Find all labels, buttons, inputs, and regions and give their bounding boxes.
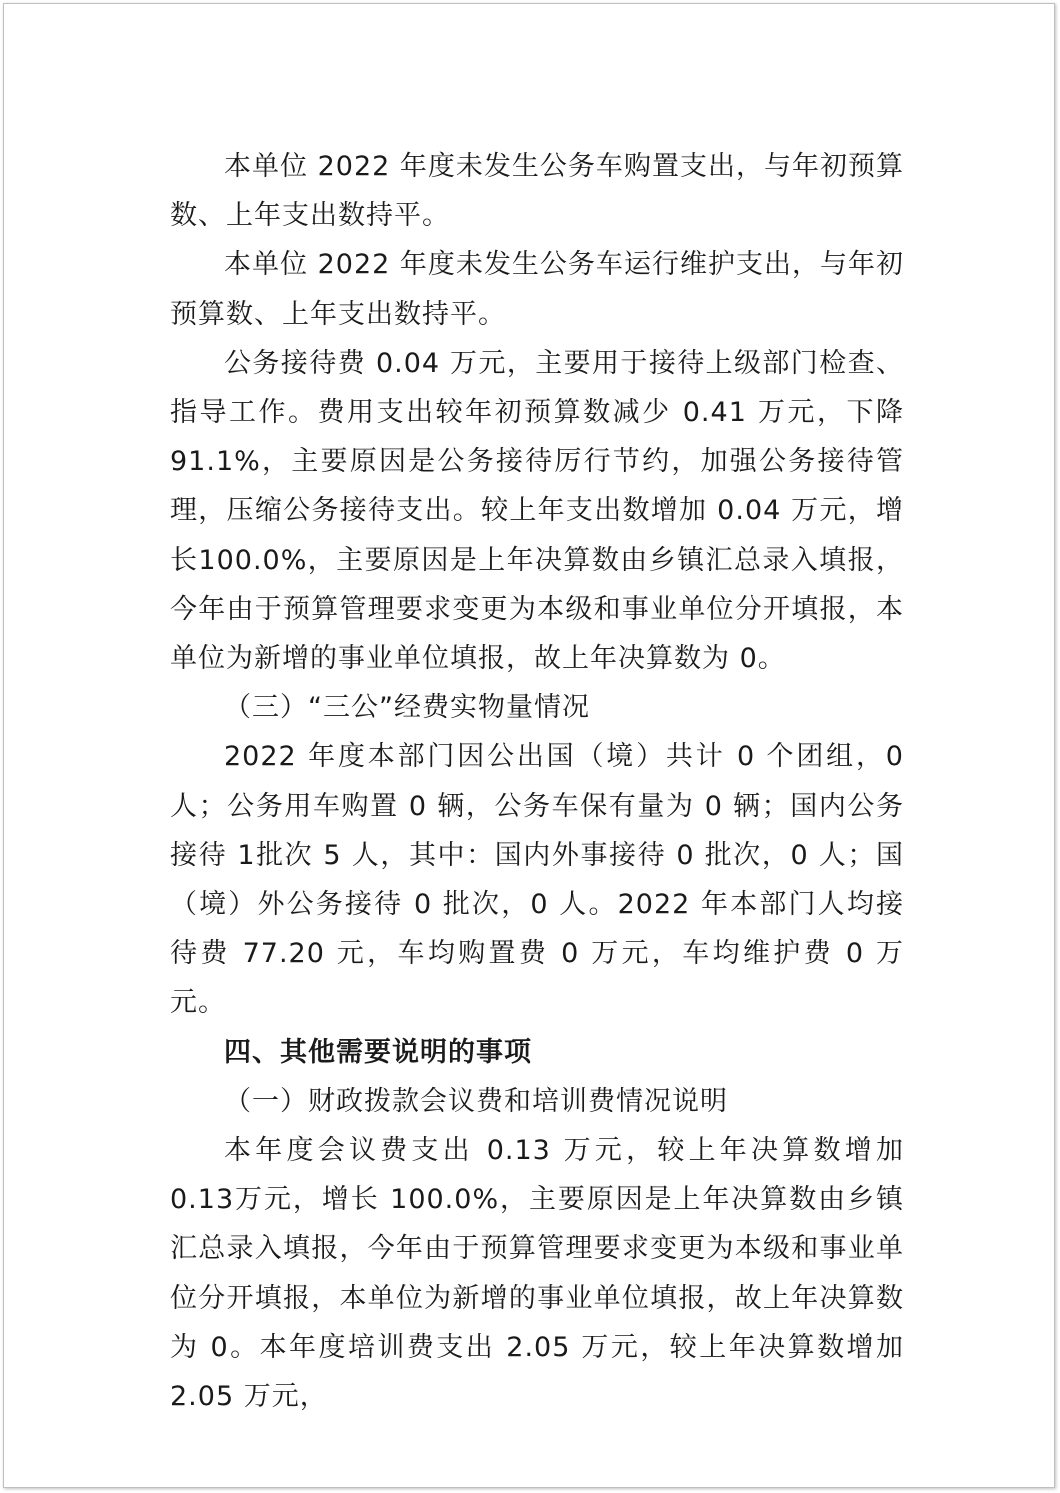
paragraph-vehicle-purchase: 本单位 2022 年度未发生公务车购置支出，与年初预算数、上年支出数持平。	[170, 151, 904, 232]
document-page	[3, 3, 1055, 1488]
heading-other-matters: 四、其他需要说明的事项	[224, 1036, 532, 1068]
heading-meeting-training: （一）财政拨款会议费和培训费情况说明	[224, 1085, 728, 1117]
paragraph-meeting-training: 本年度会议费支出 0.13 万元，较上年决算数增加 0.13万元，增长 100.0%，主要原因是上年决算数由乡镇汇总录入填报，今年由于预算管理要求变更为本级和事业单位分开填报，本单位为新增的事业单位填报，故上年决算数为 0。本年度培训费支出 2.05 万元，较上年决算数增加 2.05 万元，	[170, 1135, 904, 1413]
paragraph-reception-expense: 公务接待费 0.04 万元，主要用于接待上级部门检查、指导工作。费用支出较年初预算数减少 0.41 万元，下降91.1%，主要原因是公务接待厉行节约，加强公务接待管理，压缩公务接待支出。较上年支出数增加 0.04 万元，增长100.0%，主要原因是上年决算数由乡镇汇总录入填报，今年由于预算管理要求变更为本级和事业单位分开填报，本单位为新增的事业单位填报，故上年决算数为 0。	[170, 347, 904, 675]
paragraph-vehicle-maintenance: 本单位 2022 年度未发生公务车运行维护支出，与年初预算数、上年支出数持平。	[170, 249, 904, 330]
heading-physical-quantity: （三）“三公”经费实物量情况	[224, 692, 590, 724]
document-body	[170, 142, 904, 1421]
paragraph-physical-quantity: 2022 年度本部门因公出国（境）共计 0 个团组，0 人；公务用车购置 0 辆，公务车保有量为 0 辆；国内公务接待 1批次 5 人，其中：国内外事接待 0 批次，0 人；国（境）外公务接待 0 批次，0 人。2022 年本部门人均接待费 77.20 元，车均购置费 0 万元，车均维护费 0 万元。	[170, 741, 904, 1019]
